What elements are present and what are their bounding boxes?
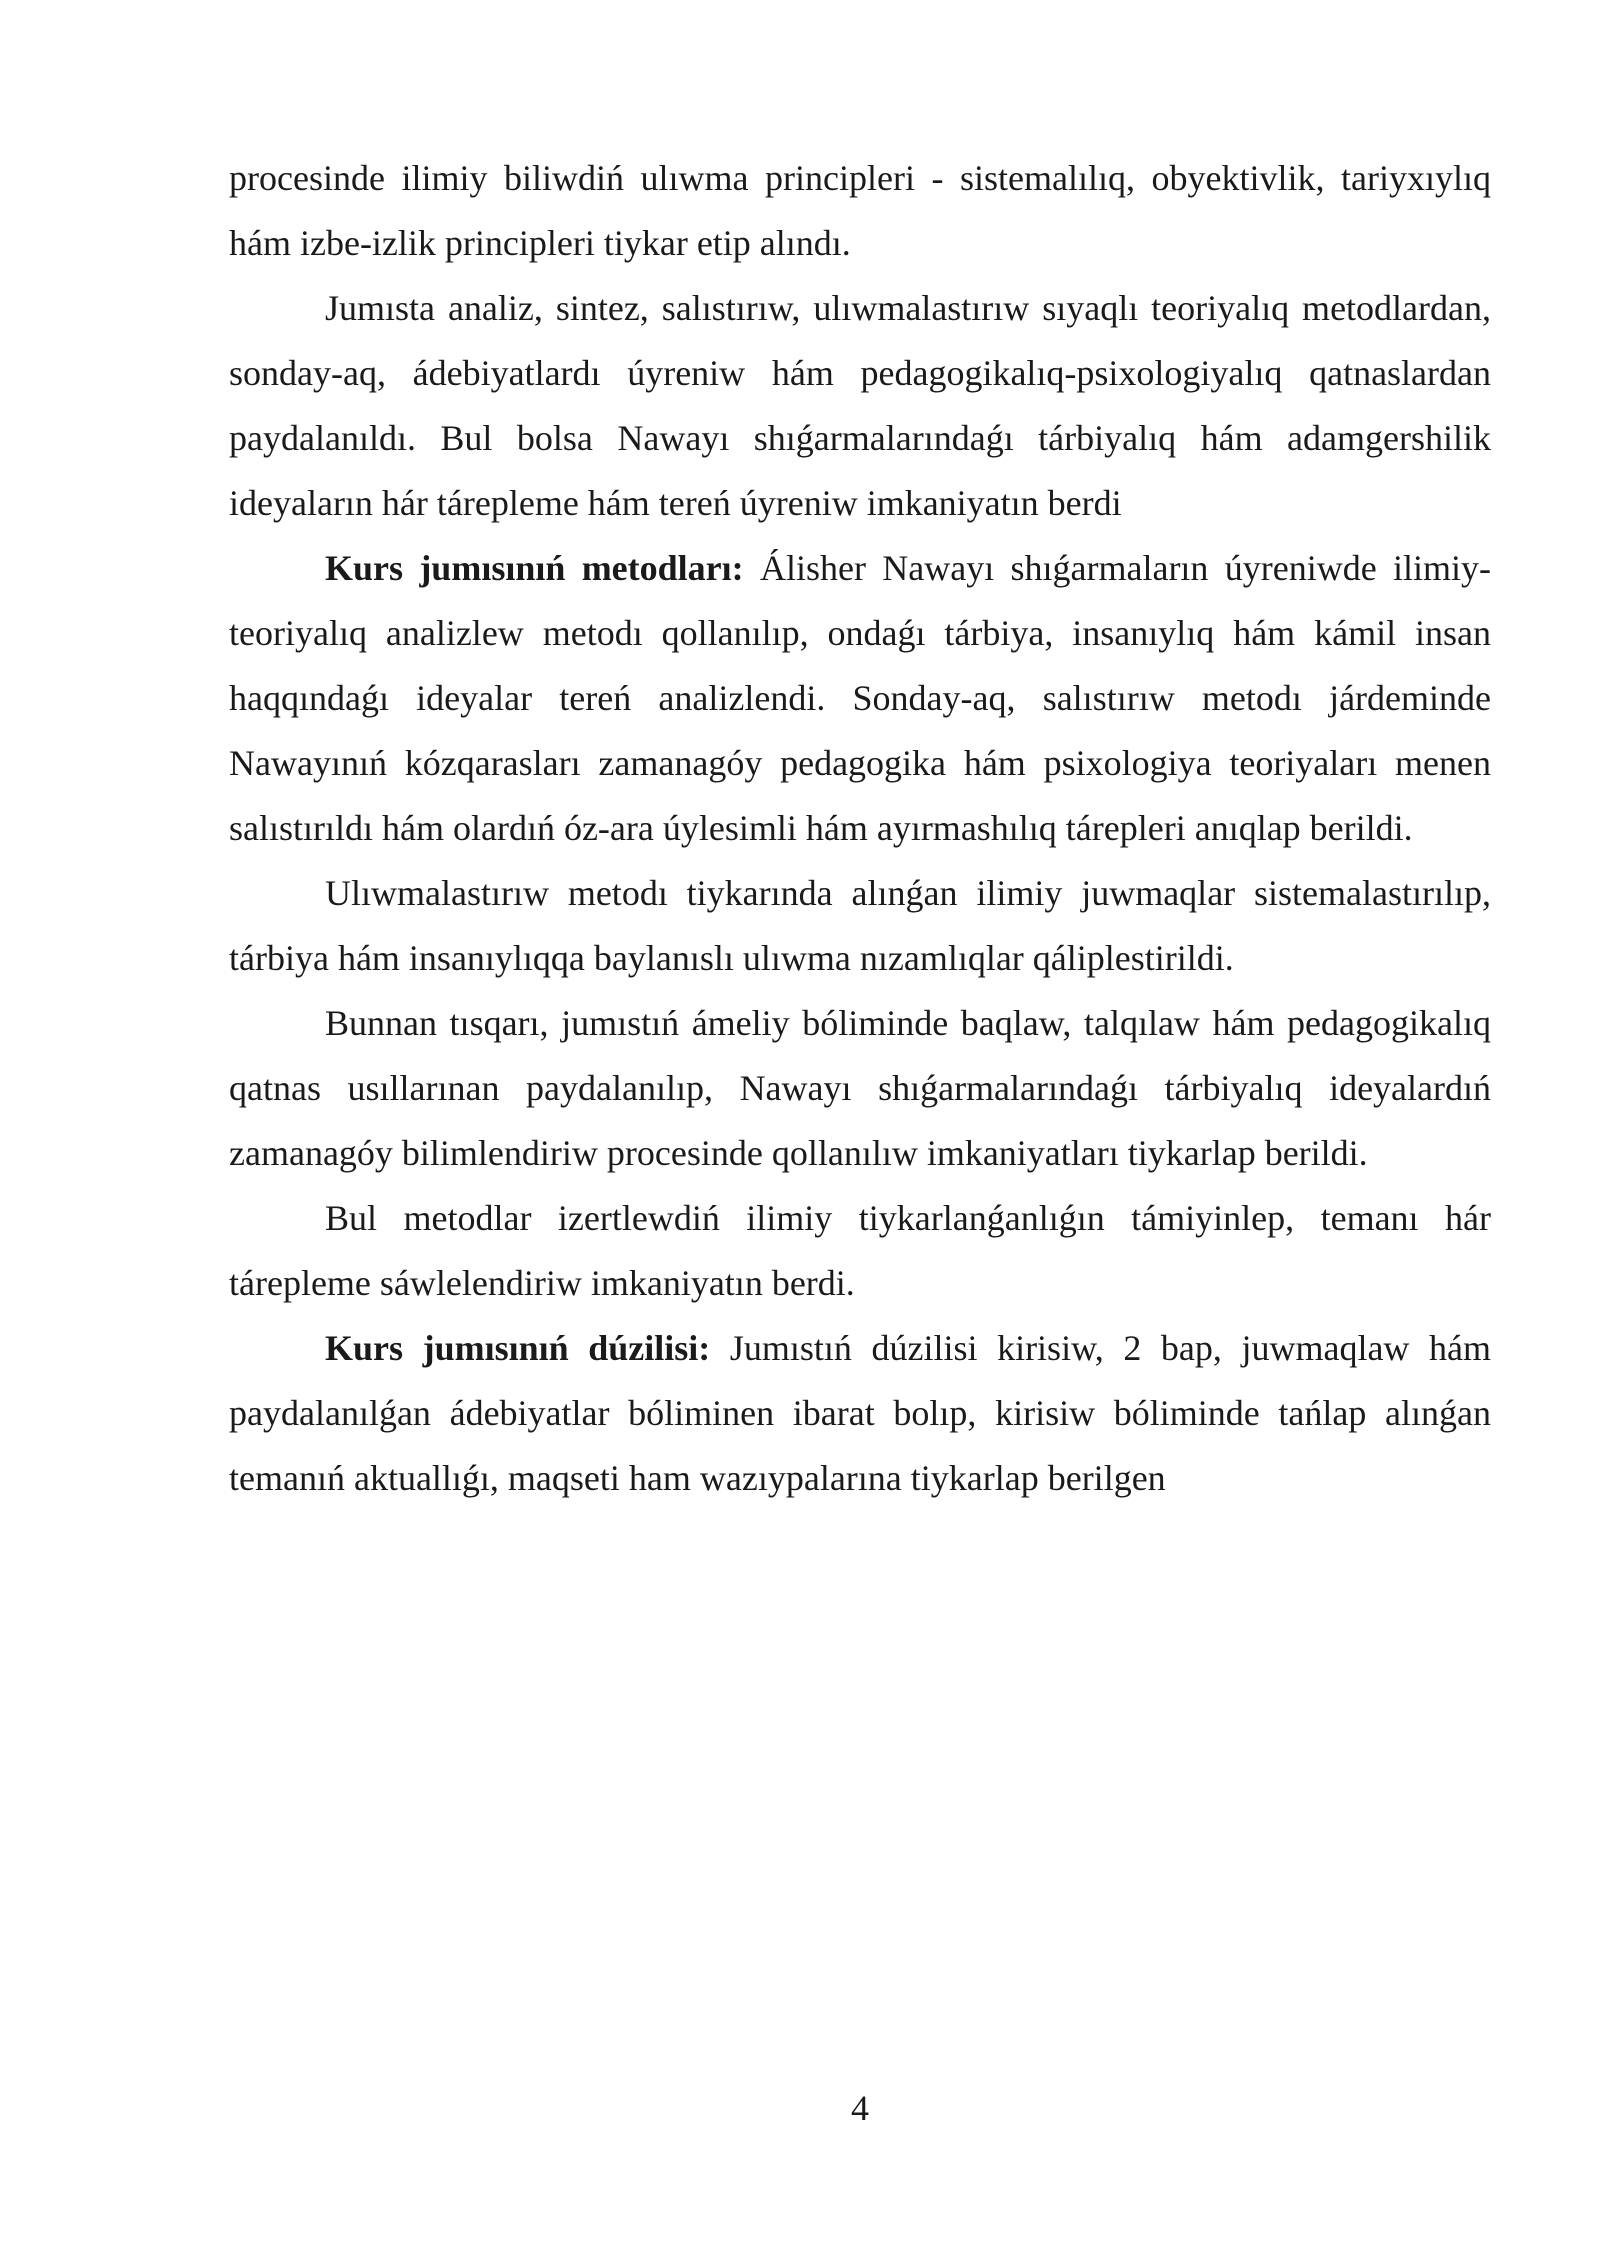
paragraph-principles [229,146,1491,276]
paragraph-method-summary [229,1186,1491,1316]
paragraph-text: Álisher Nawayı shıǵarmaların úyreniwde ilimiy-teoriyalıq analizlew metodı qollanılıp, ondaǵı tárbiya, insanıylıq hám kámil insan haqqındaǵı ideyalar tereń analizlendi. Sonday-aq, salıstırıw metodı járdeminde Nawayınıń kózqarasları zamanagóy pedagogika hám psixologiya teoriyaları menen salıstırıldı hám olardıń óz-ara úylesimli hám ayırmashılıq tárepleri anıqlap berildi. [229,548,1491,848]
page-number: 4 [851,2088,869,2128]
paragraph-text: Jumıstıń dúzilisi kirisiw, 2 bap, juwmaqlaw hám paydalanılǵan ádebiyatlar bóliminen ibarat bolıp, kirisiw bóliminde tańlap alınǵan temanıń aktuallıǵı, maqseti ham wazıypalarına tiykarlap berilgen [229,1328,1491,1498]
paragraph-course-methods [229,536,1491,861]
paragraph-text: Ulıwmalastırıw metodı tiykarında alınǵan ilimiy juwmaqlar sistemalastırılıp, tárbiya hám insanıylıqqa baylanıslı ulıwma nızamlıqlar qáliplestirildi. [229,873,1491,978]
body-text [229,146,1491,1511]
paragraph-theoretical-methods [229,276,1491,536]
paragraph-text: Jumısta analiz, sintez, salıstırıw, ulıwmalastırıw sıyaqlı teoriyalıq metodlardan, sonday-aq, ádebiyatlardı úyreniw hám pedagogikalıq-psixologiyalıq qatnaslardan paydalanıldı. Bul bolsa Nawayı shıǵarmalarındaǵı tárbiyalıq hám adamgershilik ideyaların hár tárepleme hám tereń úyreniw imkaniyatın berdi [229,288,1491,523]
paragraph-practical-part [229,991,1491,1186]
paragraph-generalization [229,861,1491,991]
paragraph-text: Bul metodlar izertlewdiń ilimiy tiykarlanǵanlıǵın támiyinlep, temanı hár tárepleme sáwlelendiriw imkaniyatın berdi. [229,1198,1491,1303]
paragraph-heading: Kurs jumısınıń metodları: [325,548,744,588]
paragraph-text: procesinde ilimiy biliwdiń ulıwma principleri - sistemalılıq, obyektivlik, tariyxıylıq hám izbe-izlik principleri tiykar etip alındı. [229,158,1491,263]
paragraph-course-structure [229,1316,1491,1511]
paragraph-heading: Kurs jumısınıń dúzilisi: [325,1328,711,1368]
paragraph-text: Bunnan tısqarı, jumıstıń ámeliy bóliminde baqlaw, talqılaw hám pedagogikalıq qatnas usıllarınan paydalanılıp, Nawayı shıǵarmalarındaǵı tárbiyalıq ideyalardıń zamanagóy bilimlendiriw procesinde qollanılıw imkaniyatları tiykarlap berildi. [229,1003,1491,1173]
